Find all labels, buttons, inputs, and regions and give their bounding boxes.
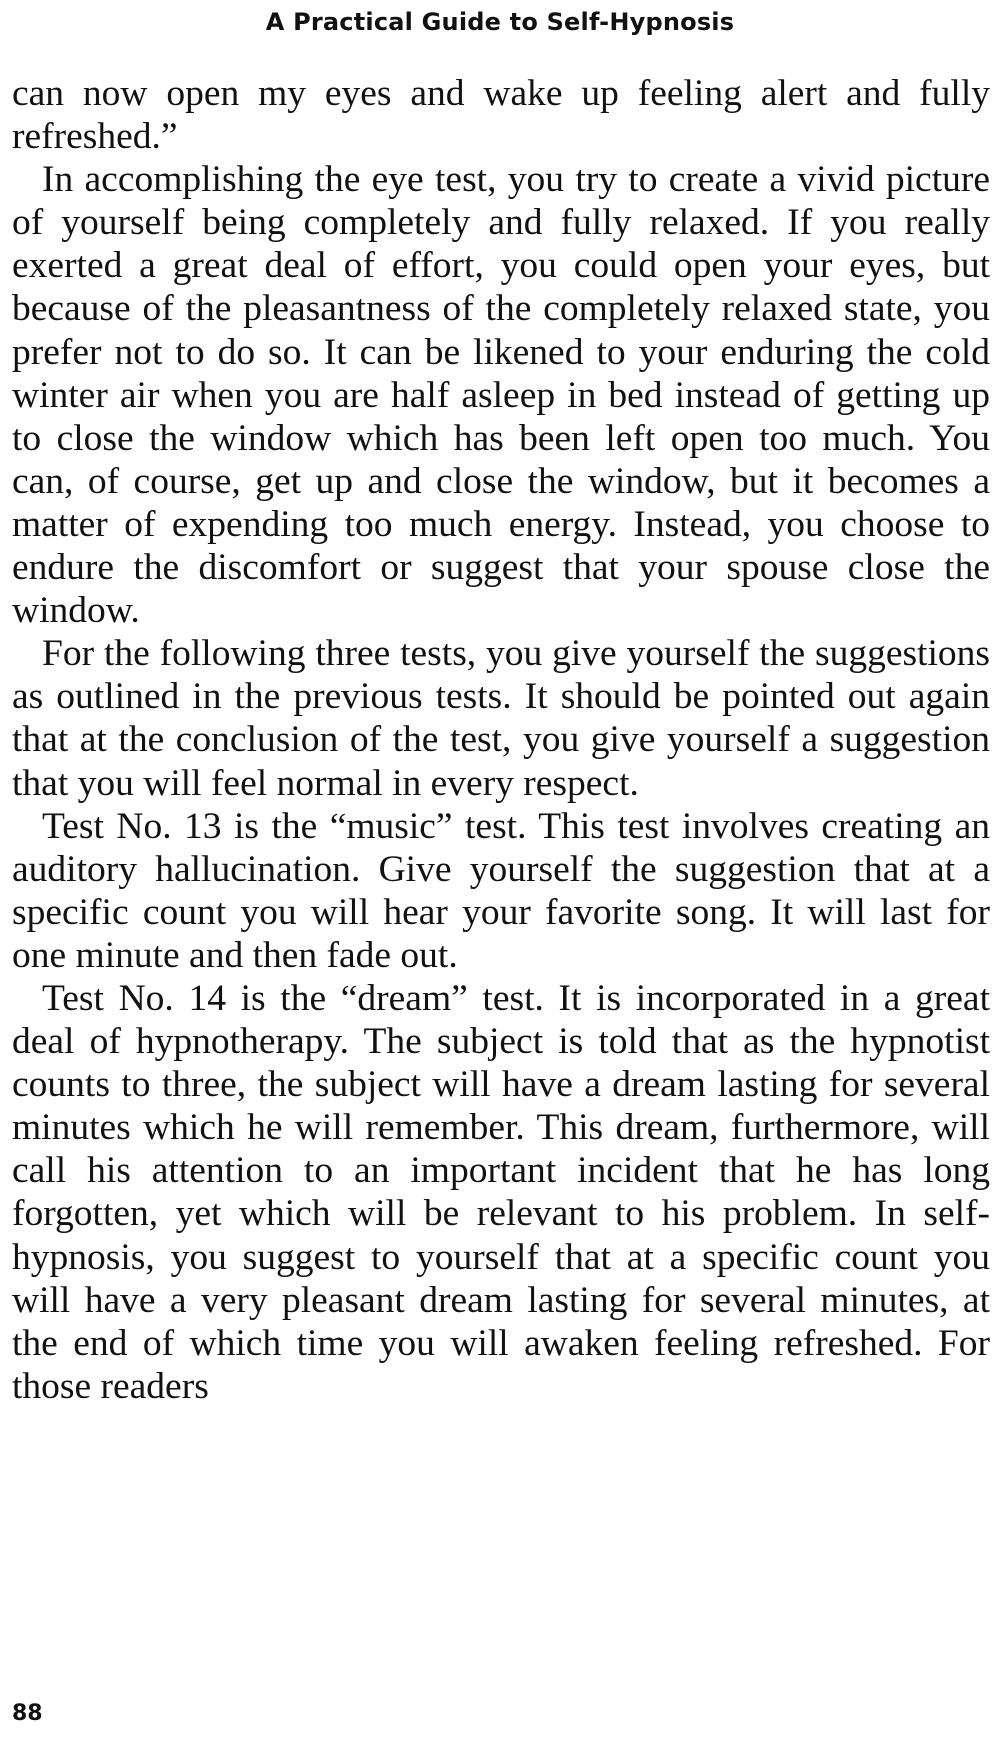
paragraph-eye-test: In accomplishing the eye test, you try to create a vivid picture of yourself being completely and fully relaxed. If you really exerted a great deal of effort, you could open your eyes, but because of the pleasantness of the completely relaxed state, you prefer not to do so. It can be likened to your enduring the cold winter air when you are half asleep in bed instead of getting up to close the window which has been left open too much. You can, of course, get up and close the window, but it becomes a matter of expending too much energy. Instead, you choose to endure the discomfort or suggest that your spouse close the window. [12, 159, 990, 632]
paragraph-dream-test: Test No. 14 is the “dream” test. It is incorporated in a great deal of hypnotherapy. The subject is told that as the hypnotist counts to three, the subject will have a dream lasting for several minutes which he will remember. This dream, furthermore, will call his attention to an important incident that he has long forgotten, yet which will be relevant to his problem. In self-hypnosis, you suggest to yourself that at a specific count you will have a very pleasant dream lasting for several minutes, at the end of which time you will awaken feeling refreshed. For those readers [12, 977, 990, 1407]
paragraph-music-test: Test No. 13 is the “music” test. This test involves creating an auditory hallucination. Give yourself the suggestion that at a specific count you will hear your favorite song. It will last for one minute and then fade out. [12, 805, 990, 976]
running-head-title: A Practical Guide to Self-Hypnosis [265, 8, 735, 36]
page-number: 88 [12, 1701, 43, 1726]
paragraph-continuation: can now open my eyes and wake up feeling alert and fully refreshed.” [12, 73, 990, 158]
paragraph-following-tests: For the following three tests, you give yourself the suggestions as outlined in the previous tests. It should be pointed out again that at the conclusion of the test, you give yourself a suggestion that you will feel normal in every respect. [12, 633, 990, 804]
body-text [12, 72, 990, 1408]
